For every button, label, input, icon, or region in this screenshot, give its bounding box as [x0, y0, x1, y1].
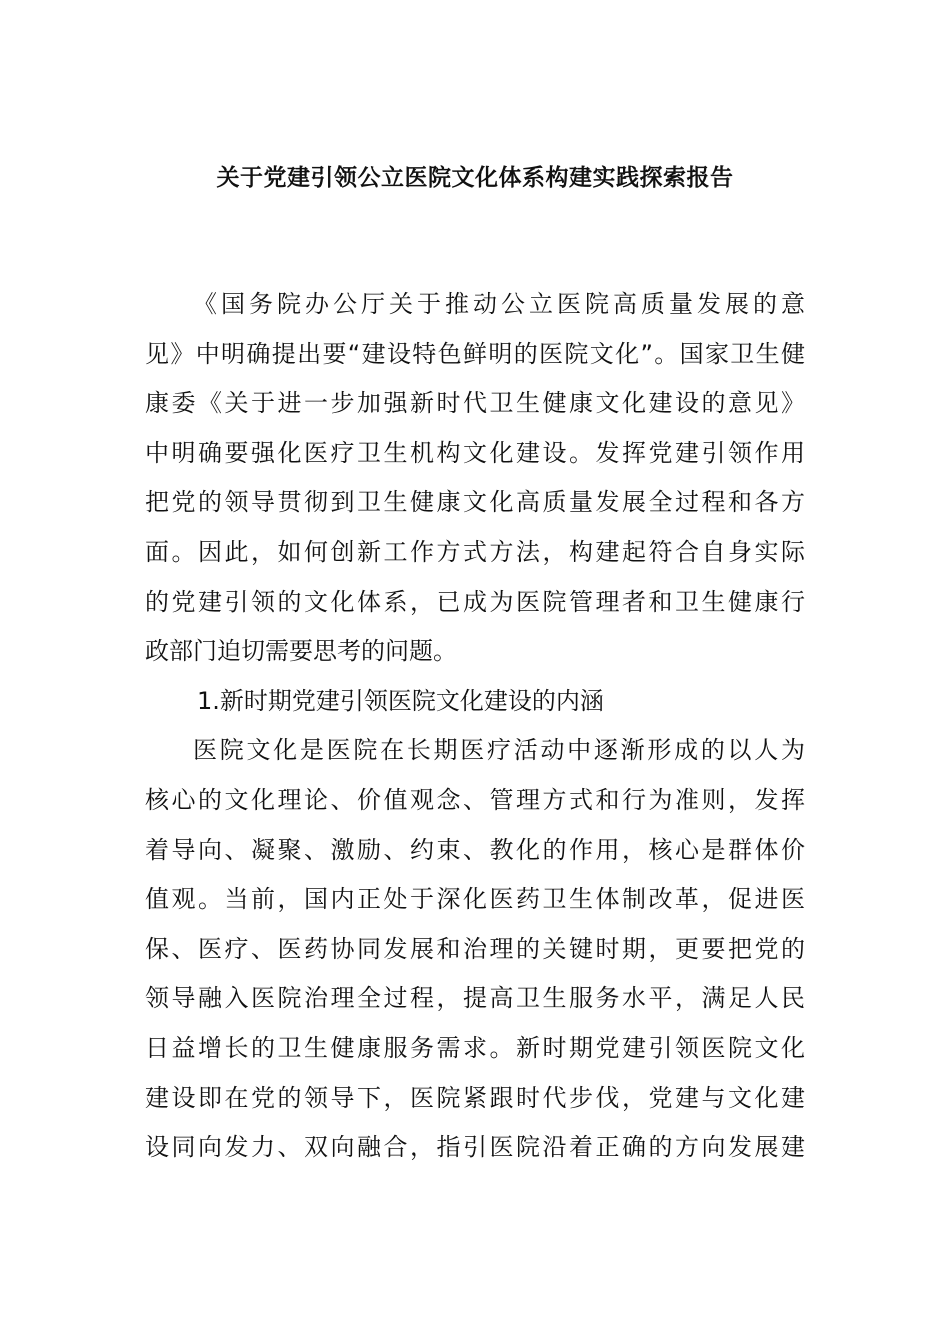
paragraph-line: 日益增长的卫生健康服务需求。新时期党建引领医院文化	[145, 1033, 805, 1062]
paragraph-line: 核心的文化理论、价值观念、管理方式和行为准则，发挥	[145, 785, 805, 814]
paragraph-line: 中明确要强化医疗卫生机构文化建设。发挥党建引领作用	[145, 438, 805, 467]
paragraph-line: 《国务院办公厅关于推动公立医院高质量发展的意	[193, 290, 805, 318]
paragraph-line: 医院文化是医院在长期医疗活动中逐渐形成的以人为	[193, 736, 805, 765]
paragraph-line: 领导融入医院治理全过程，提高卫生服务水平，满足人民	[145, 984, 805, 1013]
paragraph-line: 着导向、凝聚、激励、约束、教化的作用，核心是群体价	[145, 835, 805, 864]
paragraph-line: 见》中明确提出要“建设特色鲜明的医院文化”。国家卫生健	[145, 339, 805, 368]
paragraph-line: 面。因此，如何创新工作方式方法，构建起符合自身实际	[145, 537, 805, 566]
paragraph-line: 设同向发力、双向融合，指引医院沿着正确的方向发展建	[145, 1133, 805, 1162]
paragraph-line: 建设即在党的领导下，医院紧跟时代步伐，党建与文化建	[145, 1083, 805, 1112]
paragraph-line: 政部门迫切需要思考的问题。	[145, 637, 457, 666]
paragraph-line: 康委《关于进一步加强新时代卫生健康文化建设的意见》	[145, 389, 805, 418]
paragraph-line: 的党建引领的文化体系，已成为医院管理者和卫生健康行	[145, 587, 805, 616]
section-heading: 1.新时期党建引领医院文化建设的内涵	[197, 686, 604, 715]
paragraph-line: 值观。当前，国内正处于深化医药卫生体制改革，促进医	[145, 885, 805, 914]
paragraph-line: 保、医疗、医药协同发展和治理的关键时期，更要把党的	[145, 934, 805, 963]
document-title: 关于党建引领公立医院文化体系构建实践探索报告	[216, 165, 734, 191]
document-body	[145, 280, 805, 1173]
paragraph-line: 把党的领导贯彻到卫生健康文化高质量发展全过程和各方	[145, 488, 805, 517]
